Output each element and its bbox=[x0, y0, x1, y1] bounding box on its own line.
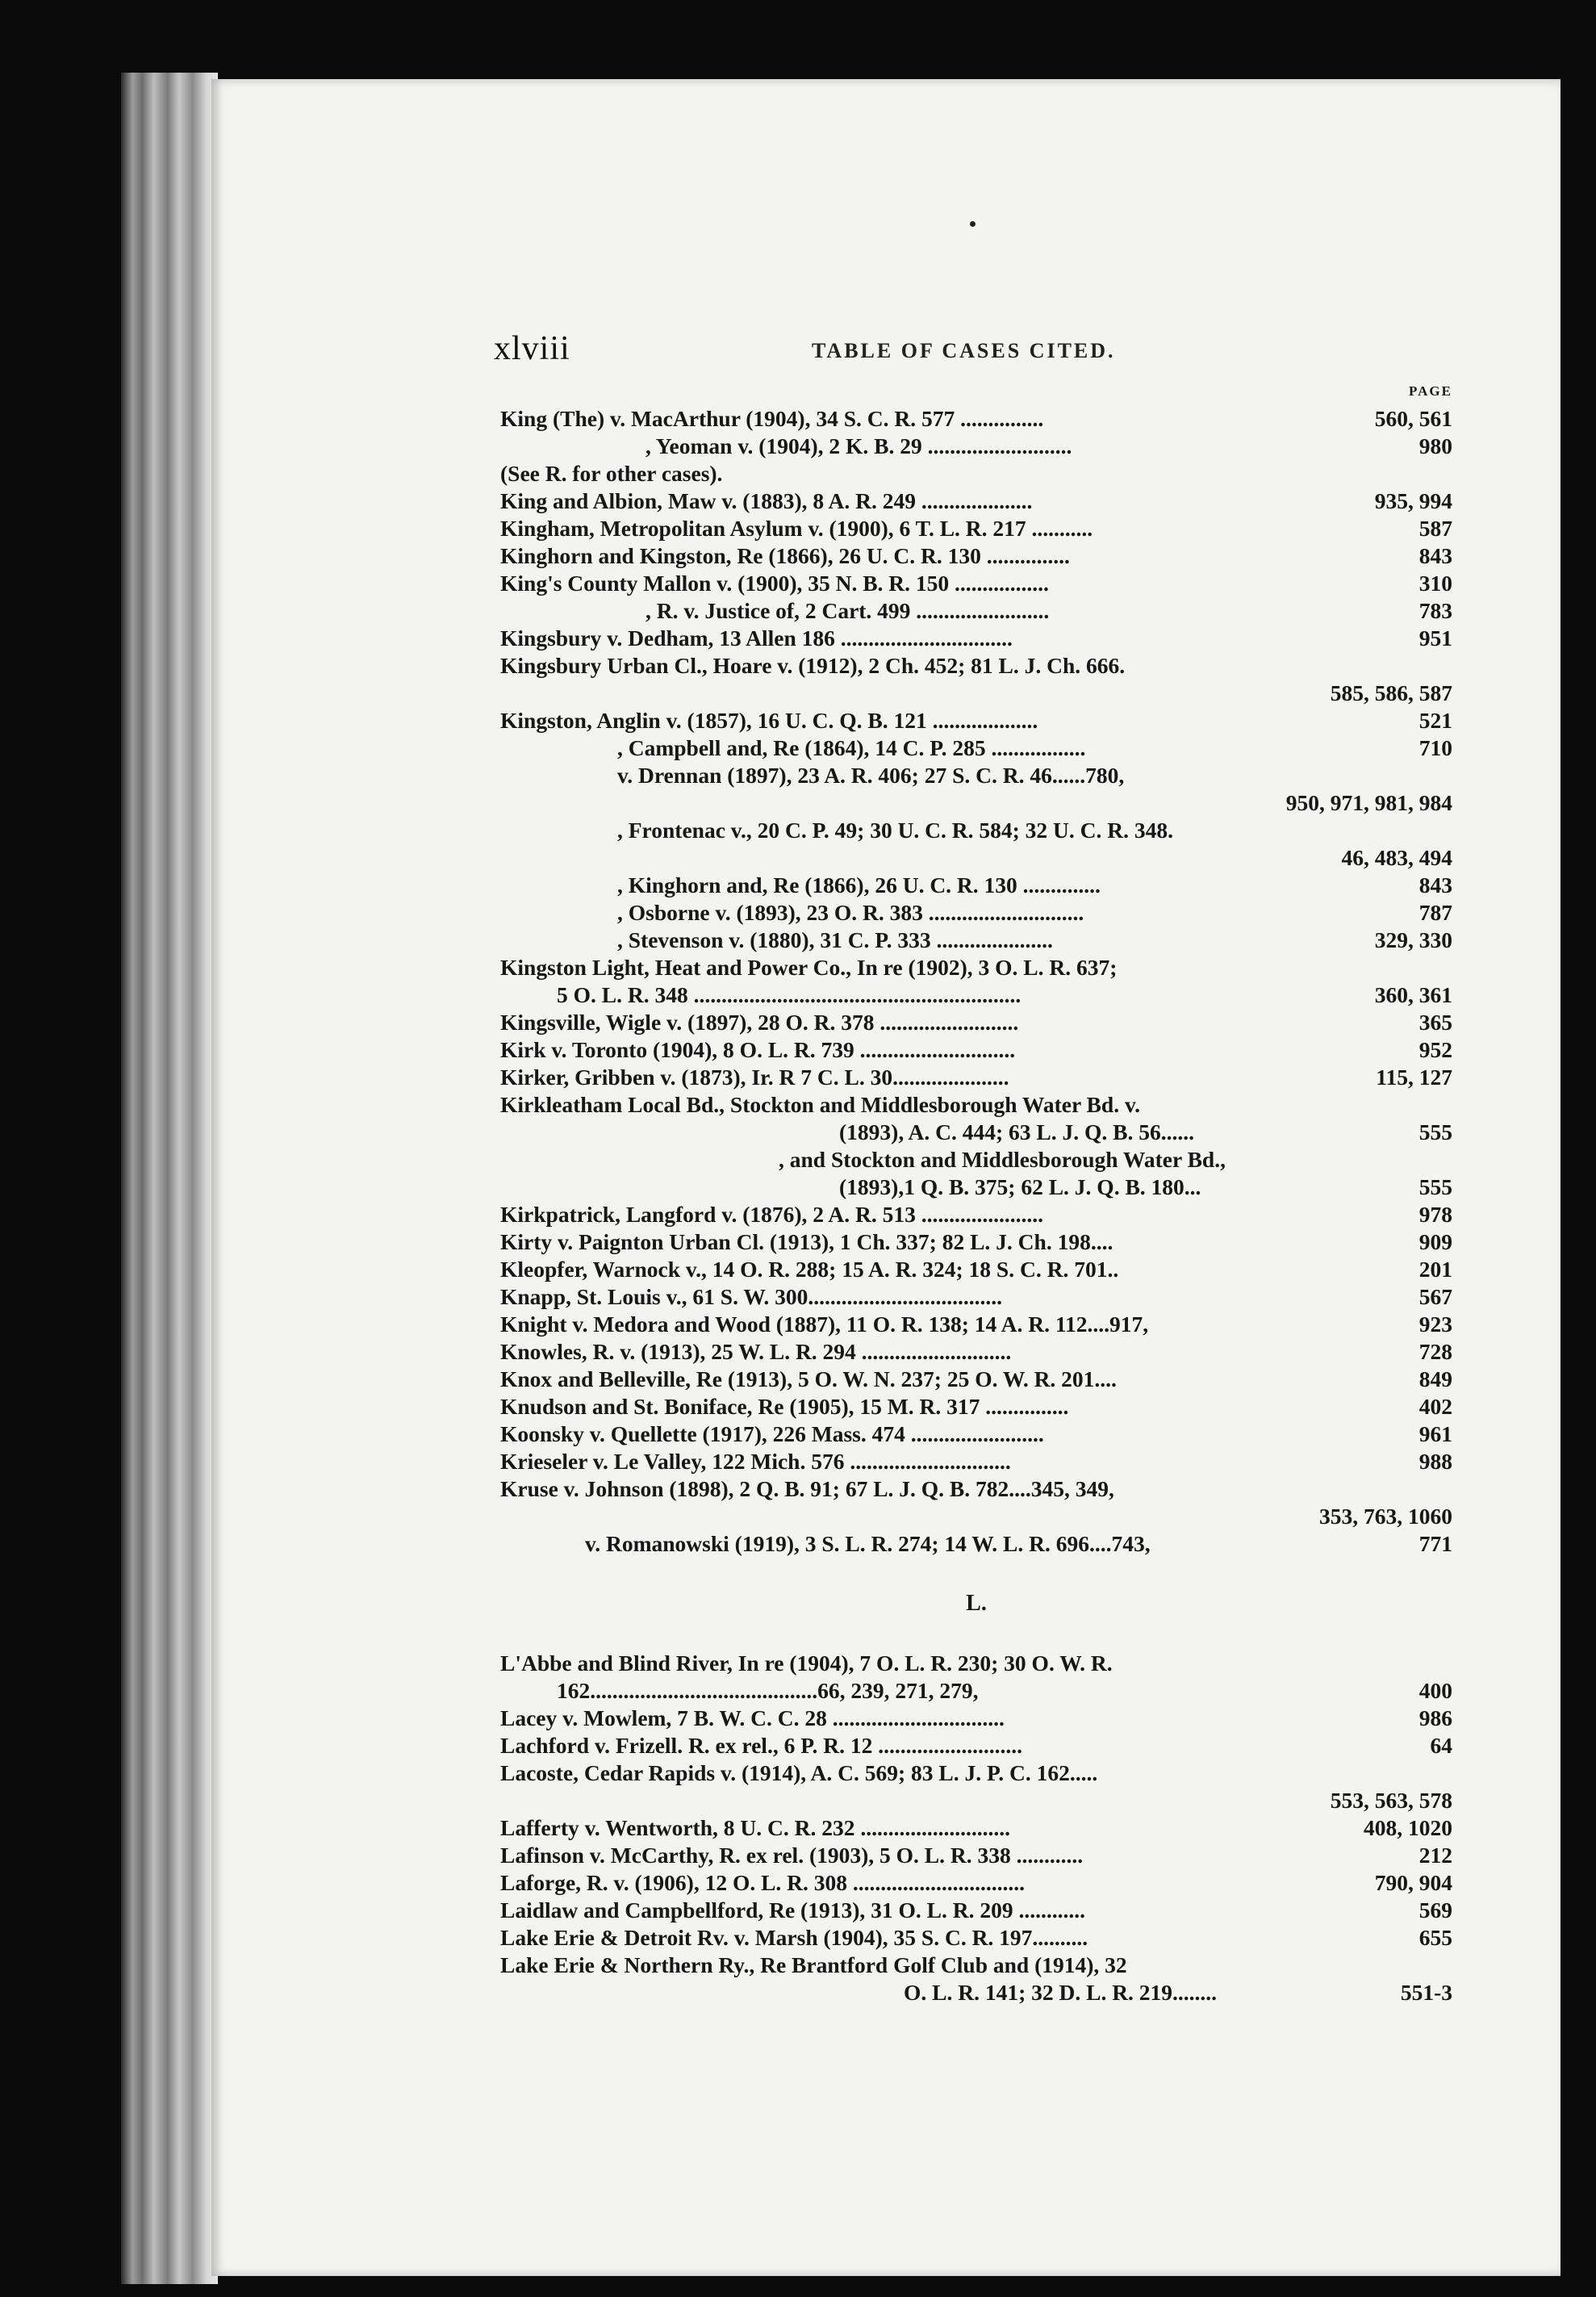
case-citation: 5 O. L. R. 348 ........................................................... bbox=[557, 982, 1022, 1007]
case-citation: O. L. R. 141; 32 D. L. R. 219........ bbox=[904, 1980, 1218, 2005]
case-citation: Kirkpatrick, Langford v. (1876), 2 A. R. 513 ...................... bbox=[500, 1202, 1043, 1227]
case-page-refs: 201 bbox=[1418, 1257, 1452, 1282]
case-page-refs: 849 bbox=[1418, 1366, 1452, 1391]
case-citation: Kingsbury v. Dedham, 13 Allen 186 ............................... bbox=[500, 626, 1013, 651]
case-citation: , Kinghorn and, Re (1866), 26 U. C. R. 130 .............. bbox=[617, 872, 1101, 897]
case-citation: Kinghorn and Kingston, Re (1866), 26 U. C. R. 130 ............... bbox=[500, 543, 1070, 568]
case-citation: Lachford v. Frizell. R. ex rel., 6 P. R. 12 .......................... bbox=[500, 1733, 1022, 1758]
case-entry bbox=[500, 734, 1452, 762]
case-page-refs: 212 bbox=[1418, 1843, 1452, 1868]
case-citation: King and Albion, Maw v. (1883), 8 A. R. 249 .................... bbox=[500, 488, 1033, 513]
case-page-refs: 353, 763, 1060 bbox=[1319, 1504, 1452, 1529]
case-page-refs: 64 bbox=[1430, 1733, 1452, 1758]
case-page-refs: 365 bbox=[1418, 1010, 1452, 1035]
case-entry bbox=[500, 1759, 1452, 1787]
case-citation: (1893),1 Q. B. 375; 62 L. J. Q. B. 180... bbox=[839, 1174, 1201, 1199]
case-page-refs: 978 bbox=[1418, 1202, 1452, 1227]
case-page-refs: 961 bbox=[1418, 1421, 1452, 1446]
case-entry bbox=[500, 1146, 1452, 1174]
case-page-refs: 783 bbox=[1418, 598, 1452, 623]
case-citation: (1893), A. C. 444; 63 L. J. Q. B. 56...... bbox=[839, 1119, 1194, 1144]
case-citation: Kirk v. Toronto (1904), 8 O. L. R. 739 ............................ bbox=[500, 1037, 1016, 1062]
case-entry bbox=[500, 1503, 1452, 1530]
case-page-refs: 408, 1020 bbox=[1364, 1815, 1452, 1840]
case-page-refs: 587 bbox=[1418, 516, 1452, 541]
case-citation: Kingsbury Urban Cl., Hoare v. (1912), 2 Ch. 452; 81 L. J. Ch. 666. bbox=[500, 653, 1126, 678]
case-entry bbox=[500, 1393, 1452, 1420]
case-citation: , Osborne v. (1893), 23 O. R. 383 ............................ bbox=[617, 900, 1084, 925]
case-page-refs: 843 bbox=[1418, 543, 1452, 568]
case-entry bbox=[500, 1677, 1452, 1705]
case-citation: (See R. for other cases). bbox=[500, 461, 723, 486]
case-entry bbox=[500, 762, 1452, 789]
case-entry bbox=[500, 872, 1452, 899]
case-citation: Kingsville, Wigle v. (1897), 28 O. R. 378 ......................... bbox=[500, 1010, 1019, 1035]
case-entry bbox=[500, 707, 1452, 734]
case-entry bbox=[500, 817, 1452, 844]
case-entry bbox=[500, 1530, 1452, 1558]
case-citation: Lake Erie & Northern Ry., Re Brantford Golf Club and (1914), 32 bbox=[500, 1952, 1127, 1977]
case-entry bbox=[500, 1650, 1452, 1677]
case-citation: Kingston Light, Heat and Power Co., In re (1902), 3 O. L. R. 637; bbox=[500, 955, 1118, 980]
case-page-refs: 923 bbox=[1418, 1312, 1452, 1337]
case-citation: Kirty v. Paignton Urban Cl. (1913), 1 Ch. 337; 82 L. J. Ch. 198.... bbox=[500, 1229, 1113, 1254]
case-entry bbox=[500, 1732, 1452, 1759]
case-citation: Lake Erie & Detroit Rv. v. Marsh (1904), 35 S. C. R. 197.......... bbox=[500, 1925, 1088, 1950]
case-citation: Kingston, Anglin v. (1857), 16 U. C. Q. B. 121 ................... bbox=[500, 708, 1038, 733]
case-entry bbox=[500, 433, 1452, 460]
case-entry bbox=[500, 1091, 1452, 1119]
case-entry bbox=[500, 1256, 1452, 1283]
case-citation: L'Abbe and Blind River, In re (1904), 7 O. L. R. 230; 30 O. W. R. bbox=[500, 1651, 1113, 1676]
case-entry bbox=[500, 844, 1452, 872]
case-entry bbox=[500, 405, 1452, 433]
case-entry bbox=[500, 625, 1452, 652]
case-citation: Lacoste, Cedar Rapids v. (1914), A. C. 569; 83 L. J. P. C. 162..... bbox=[500, 1760, 1098, 1785]
case-page-refs: 952 bbox=[1418, 1037, 1452, 1062]
case-citation: Kruse v. Johnson (1898), 2 Q. B. 91; 67 L. J. Q. B. 782....345, 349, bbox=[500, 1476, 1114, 1501]
case-page-refs: 310 bbox=[1418, 571, 1452, 596]
case-page-refs: 569 bbox=[1418, 1897, 1452, 1923]
case-entry bbox=[500, 1952, 1452, 1979]
case-citation: Laidlaw and Campbellford, Re (1913), 31 O. L. R. 209 ............ bbox=[500, 1897, 1085, 1923]
case-page-refs: 710 bbox=[1418, 735, 1452, 760]
case-entry bbox=[500, 1338, 1452, 1366]
case-page-refs: 728 bbox=[1418, 1339, 1452, 1364]
case-page-refs: 46, 483, 494 bbox=[1341, 845, 1452, 870]
case-entry bbox=[500, 680, 1452, 707]
case-citation: Knapp, St. Louis v., 61 S. W. 300................................... bbox=[500, 1284, 1002, 1309]
case-entry bbox=[500, 1842, 1452, 1869]
case-citation: , and Stockton and Middlesborough Water Bd., bbox=[779, 1147, 1226, 1172]
case-entry bbox=[500, 460, 1452, 487]
case-entry bbox=[500, 487, 1452, 515]
entries-k bbox=[500, 405, 1452, 1558]
case-table bbox=[500, 378, 1452, 2006]
case-citation: Krieseler v. Le Valley, 122 Mich. 576 ............................. bbox=[500, 1449, 1011, 1474]
case-entry bbox=[500, 597, 1452, 625]
case-citation: , Yeoman v. (1904), 2 K. B. 29 .......................... bbox=[646, 433, 1072, 458]
case-entry bbox=[500, 1201, 1452, 1228]
case-entry bbox=[500, 1814, 1452, 1842]
case-page-refs: 951 bbox=[1418, 626, 1452, 651]
case-entry bbox=[500, 1119, 1452, 1146]
case-citation: Kingham, Metropolitan Asylum v. (1900), 6 T. L. R. 217 ........... bbox=[500, 516, 1093, 541]
case-page-refs: 553, 563, 578 bbox=[1330, 1788, 1452, 1813]
case-citation: Laforge, R. v. (1906), 12 O. L. R. 308 ............................... bbox=[500, 1870, 1026, 1895]
case-page-refs: 329, 330 bbox=[1374, 927, 1452, 952]
entries-l bbox=[500, 1650, 1452, 2006]
case-page-refs: 909 bbox=[1418, 1229, 1452, 1254]
case-citation: Lafinson v. McCarthy, R. ex rel. (1903), 5 O. L. R. 338 ............ bbox=[500, 1843, 1084, 1868]
case-entry bbox=[500, 954, 1452, 981]
case-citation: 162.........................................66, 239, 271, 279, bbox=[557, 1678, 979, 1703]
section-letter: L. bbox=[966, 1591, 987, 1616]
case-page-refs: 950, 971, 981, 984 bbox=[1285, 790, 1452, 815]
case-page-refs: 787 bbox=[1418, 900, 1452, 925]
case-page-refs: 360, 361 bbox=[1374, 982, 1452, 1007]
case-entry bbox=[500, 515, 1452, 542]
case-page-refs: 555 bbox=[1418, 1119, 1452, 1144]
page-number: xlviii bbox=[494, 330, 570, 367]
case-citation: Knight v. Medora and Wood (1887), 11 O. R. 138; 14 A. R. 112....917, bbox=[500, 1312, 1149, 1337]
case-citation: , Campbell and, Re (1864), 14 C. P. 285 ................. bbox=[617, 735, 1086, 760]
case-entry bbox=[500, 1283, 1452, 1311]
case-citation: Knudson and St. Boniface, Re (1905), 15 M. R. 317 ............... bbox=[500, 1394, 1069, 1419]
case-entry bbox=[500, 1311, 1452, 1338]
case-entry bbox=[500, 570, 1452, 597]
case-page-refs: 980 bbox=[1418, 433, 1452, 458]
case-citation: Kirkleatham Local Bd., Stockton and Middlesborough Water Bd. v. bbox=[500, 1092, 1141, 1117]
section-heading bbox=[500, 1590, 1452, 1617]
case-entry bbox=[500, 1979, 1452, 2006]
case-entry bbox=[500, 1064, 1452, 1091]
ink-speck bbox=[970, 221, 976, 227]
case-citation: Knox and Belleville, Re (1913), 5 O. W. N. 237; 25 O. W. R. 201.... bbox=[500, 1366, 1117, 1391]
case-page-refs: 521 bbox=[1418, 708, 1452, 733]
case-citation: Lafferty v. Wentworth, 8 U. C. R. 232 ........................... bbox=[500, 1815, 1010, 1840]
case-page-refs: 790, 904 bbox=[1374, 1870, 1452, 1895]
case-page-refs: 585, 586, 587 bbox=[1330, 680, 1452, 705]
case-page-refs: 986 bbox=[1418, 1705, 1452, 1730]
case-page-refs: 771 bbox=[1418, 1531, 1452, 1556]
case-entry bbox=[500, 1869, 1452, 1897]
case-citation: , Stevenson v. (1880), 31 C. P. 333 ..................... bbox=[617, 927, 1053, 952]
case-entry bbox=[500, 1448, 1452, 1475]
case-entry bbox=[500, 1420, 1452, 1448]
case-page-refs: 555 bbox=[1418, 1174, 1452, 1199]
case-page-refs: 567 bbox=[1418, 1284, 1452, 1309]
case-entry bbox=[500, 1924, 1452, 1952]
case-page-refs: 935, 994 bbox=[1374, 488, 1452, 513]
case-citation: King (The) v. MacArthur (1904), 34 S. C. R. 577 ............... bbox=[500, 406, 1044, 431]
case-citation: Lacey v. Mowlem, 7 B. W. C. C. 28 ............................... bbox=[500, 1705, 1005, 1730]
case-entry bbox=[500, 1366, 1452, 1393]
case-entry bbox=[500, 1787, 1452, 1814]
case-citation: , R. v. Justice of, 2 Cart. 499 ........................ bbox=[646, 598, 1050, 623]
book-spine-edge bbox=[121, 73, 218, 2284]
case-citation: Kirker, Gribben v. (1873), Ir. R 7 C. L. 30..................... bbox=[500, 1065, 1009, 1090]
case-citation: Knowles, R. v. (1913), 25 W. L. R. 294 ........................... bbox=[500, 1339, 1012, 1364]
page-column-header bbox=[500, 378, 1452, 405]
case-page-refs: 400 bbox=[1418, 1678, 1452, 1703]
case-page-refs: 988 bbox=[1418, 1449, 1452, 1474]
page-header bbox=[494, 329, 1301, 378]
case-entry bbox=[500, 981, 1452, 1009]
case-entry bbox=[500, 1475, 1452, 1503]
case-page-refs: 402 bbox=[1418, 1394, 1452, 1419]
case-citation: Kleopfer, Warnock v., 14 O. R. 288; 15 A. R. 324; 18 S. C. R. 701.. bbox=[500, 1257, 1119, 1282]
case-entry bbox=[500, 927, 1452, 954]
page-column-label: PAGE bbox=[1409, 383, 1452, 399]
case-entry bbox=[500, 1036, 1452, 1064]
running-title: TABLE OF CASES CITED. bbox=[812, 339, 1116, 362]
case-page-refs: 843 bbox=[1418, 872, 1452, 897]
case-citation: v. Drennan (1897), 23 A. R. 406; 27 S. C. R. 46......780, bbox=[617, 763, 1125, 788]
case-page-refs: 655 bbox=[1418, 1925, 1452, 1950]
case-citation: Koonsky v. Quellette (1917), 226 Mass. 474 ........................ bbox=[500, 1421, 1044, 1446]
case-citation: , Frontenac v., 20 C. P. 49; 30 U. C. R. 584; 32 U. C. R. 348. bbox=[617, 818, 1174, 843]
case-page-refs: 115, 127 bbox=[1376, 1065, 1452, 1090]
case-entry bbox=[500, 1705, 1452, 1732]
case-entry bbox=[500, 1897, 1452, 1924]
case-entry bbox=[500, 1009, 1452, 1036]
case-page-refs: 560, 561 bbox=[1374, 406, 1452, 431]
case-entry bbox=[500, 1174, 1452, 1201]
case-entry bbox=[500, 789, 1452, 817]
case-entry bbox=[500, 1228, 1452, 1256]
case-entry bbox=[500, 542, 1452, 570]
case-page-refs: 551-3 bbox=[1400, 1980, 1452, 2005]
case-entry bbox=[500, 899, 1452, 927]
case-entry bbox=[500, 652, 1452, 680]
case-citation: King's County Mallon v. (1900), 35 N. B. R. 150 ................. bbox=[500, 571, 1049, 596]
case-citation: v. Romanowski (1919), 3 S. L. R. 274; 14 W. L. R. 696....743, bbox=[585, 1531, 1151, 1556]
